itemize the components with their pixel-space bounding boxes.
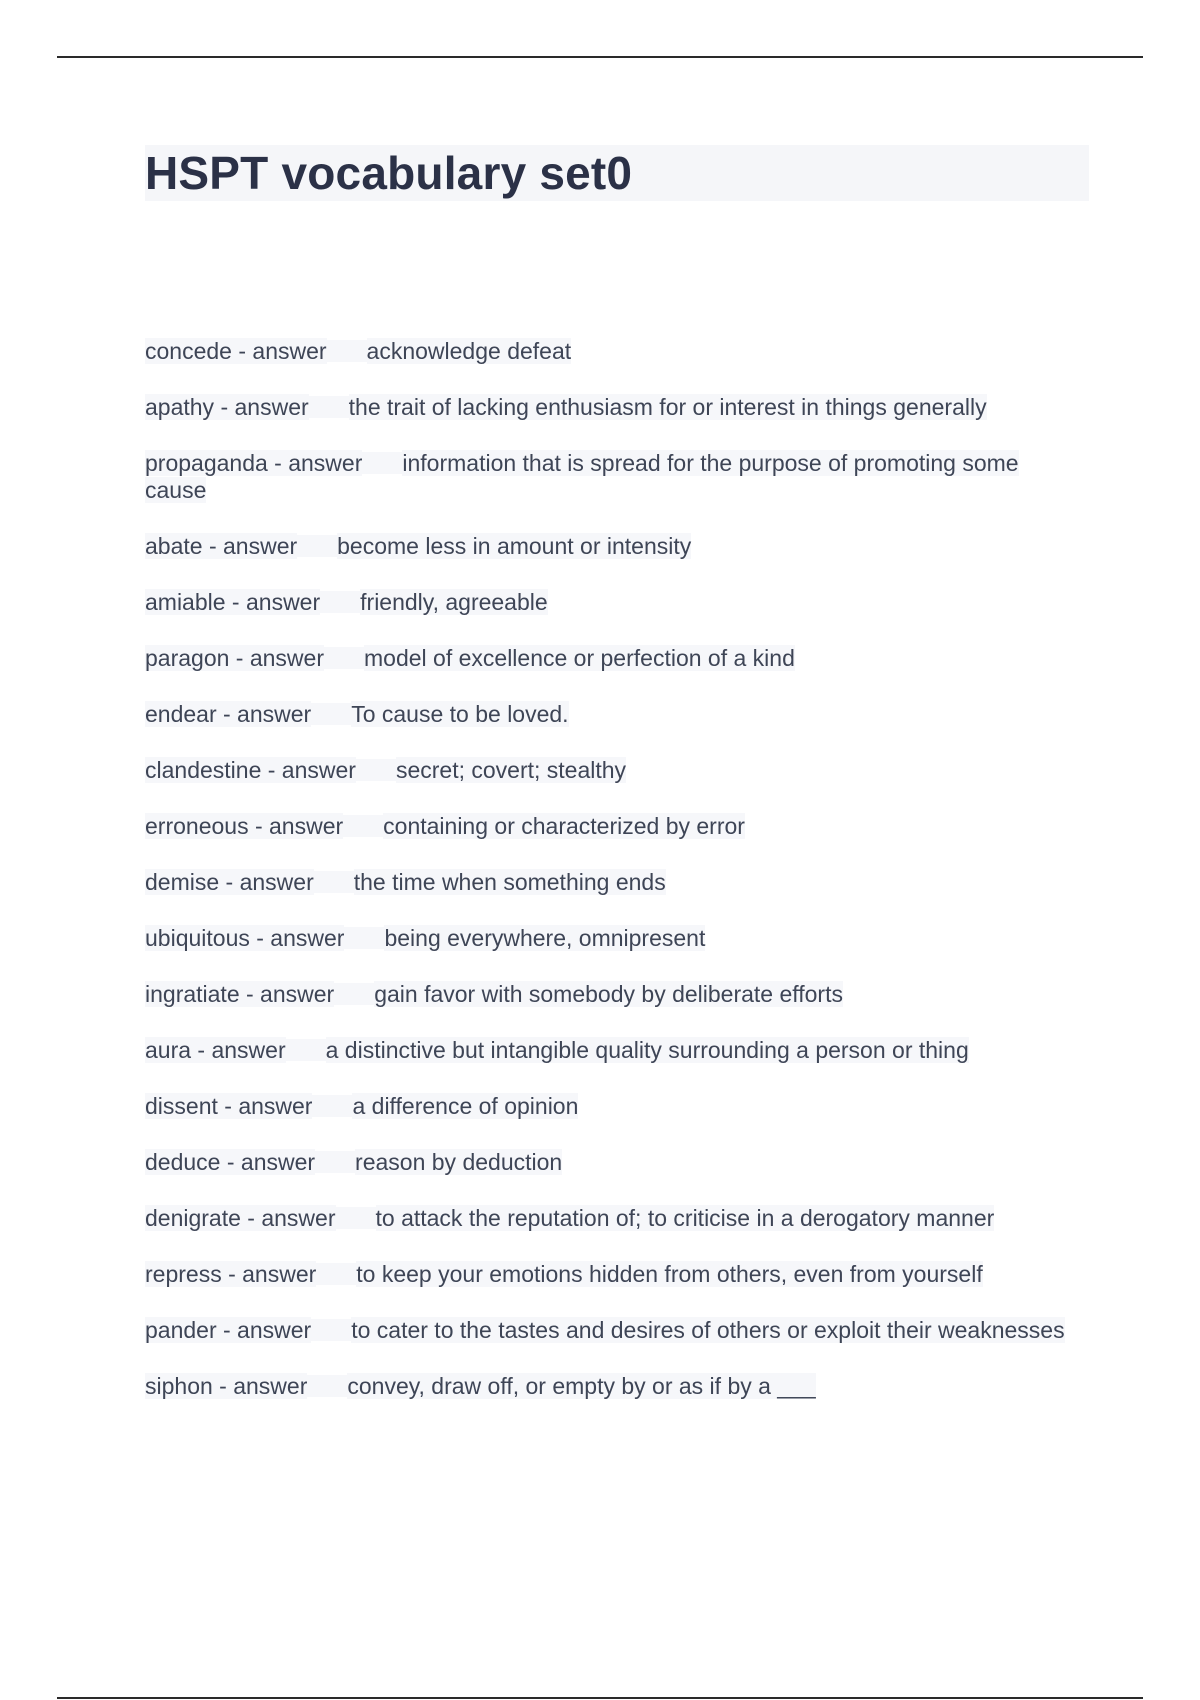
entry-definition: the trait of lacking enthusiasm for or interest in things generally — [348, 394, 987, 420]
vocab-entry — [145, 701, 1085, 728]
vocabulary-list — [145, 338, 1085, 1429]
vocab-entry — [145, 1261, 1085, 1288]
entry-gap — [362, 452, 402, 474]
entry-definition: to cater to the tastes and desires of others or exploit their weaknesses — [351, 1317, 1065, 1343]
entry-definition: to keep your emotions hidden from others, even from yourself — [356, 1261, 983, 1287]
entry-term: paragon - answer — [145, 645, 324, 671]
entry-definition: acknowledge defeat — [366, 338, 572, 364]
top-rule — [57, 56, 1143, 58]
entry-gap — [311, 1319, 351, 1341]
entry-gap — [324, 647, 364, 669]
vocab-entry — [145, 394, 1085, 421]
vocab-entry — [145, 1149, 1085, 1176]
vocab-entry — [145, 1205, 1085, 1232]
entry-definition: being everywhere, omnipresent — [384, 925, 706, 951]
entry-term: clandestine - answer — [145, 757, 356, 783]
entry-term: propaganda - answer — [145, 450, 363, 476]
entry-definition: gain favor with somebody by deliberate efforts — [374, 981, 843, 1007]
entry-definition: convey, draw off, or empty by or as if by a ___ — [347, 1373, 816, 1399]
entry-definition: To cause to be loved. — [351, 701, 569, 727]
entry-gap — [327, 340, 367, 362]
vocab-entry — [145, 757, 1085, 784]
entry-gap — [336, 1207, 376, 1229]
vocab-entry — [145, 981, 1085, 1008]
entry-term: ubiquitous - answer — [145, 925, 345, 951]
entry-gap — [334, 983, 374, 1005]
entry-gap — [315, 1151, 355, 1173]
entry-gap — [314, 871, 354, 893]
vocab-entry — [145, 533, 1085, 560]
vocab-entry — [145, 813, 1085, 840]
vocab-entry — [145, 1037, 1085, 1064]
entry-term: siphon - answer — [145, 1373, 308, 1399]
entry-gap — [311, 703, 351, 725]
entry-term: aura - answer — [145, 1037, 286, 1063]
entry-gap — [343, 815, 383, 837]
entry-term: demise - answer — [145, 869, 314, 895]
document-title: HSPT vocabulary set0 — [145, 147, 633, 199]
entry-term: denigrate - answer — [145, 1205, 336, 1231]
vocab-entry — [145, 589, 1085, 616]
entry-term: dissent - answer — [145, 1093, 313, 1119]
entry-term: pander - answer — [145, 1317, 312, 1343]
entry-term: apathy - answer — [145, 394, 309, 420]
entry-term: endear - answer — [145, 701, 312, 727]
vocab-entry — [145, 1093, 1085, 1120]
vocab-entry — [145, 1373, 1085, 1400]
entry-term: deduce - answer — [145, 1149, 316, 1175]
vocab-entry — [145, 869, 1085, 896]
bottom-rule — [57, 1697, 1143, 1699]
entry-gap — [344, 927, 384, 949]
entry-gap — [356, 759, 396, 781]
entry-term: abate - answer — [145, 533, 298, 559]
entry-gap — [312, 1095, 352, 1117]
vocab-entry — [145, 1317, 1085, 1344]
entry-definition: model of excellence or perfection of a kind — [364, 645, 795, 671]
entry-definition: a difference of opinion — [352, 1093, 579, 1119]
entry-gap — [286, 1039, 326, 1061]
entry-definition: become less in amount or intensity — [337, 533, 692, 559]
entry-definition: reason by deduction — [355, 1149, 563, 1175]
entry-gap — [309, 396, 349, 418]
vocab-entry — [145, 338, 1085, 365]
vocab-entry — [145, 450, 1085, 504]
vocab-entry — [145, 925, 1085, 952]
entry-definition: information that is spread for the purpose of promoting some cause — [145, 450, 1019, 503]
entry-term: erroneous - answer — [145, 813, 344, 839]
entry-term: repress - answer — [145, 1261, 317, 1287]
vocab-entry — [145, 645, 1085, 672]
entry-definition: to attack the reputation of; to criticise in a derogatory manner — [375, 1205, 995, 1231]
entry-gap — [320, 591, 360, 613]
entry-definition: the time when something ends — [353, 869, 666, 895]
entry-term: concede - answer — [145, 338, 327, 364]
entry-definition: a distinctive but intangible quality surrounding a person or thing — [325, 1037, 969, 1063]
entry-gap — [297, 535, 337, 557]
entry-definition: secret; covert; stealthy — [395, 757, 627, 783]
entry-term: ingratiate - answer — [145, 981, 335, 1007]
entry-term: amiable - answer — [145, 589, 321, 615]
entry-gap — [316, 1263, 356, 1285]
entry-gap — [307, 1375, 347, 1397]
entry-definition: containing or characterized by error — [383, 813, 745, 839]
entry-definition: friendly, agreeable — [360, 589, 548, 615]
